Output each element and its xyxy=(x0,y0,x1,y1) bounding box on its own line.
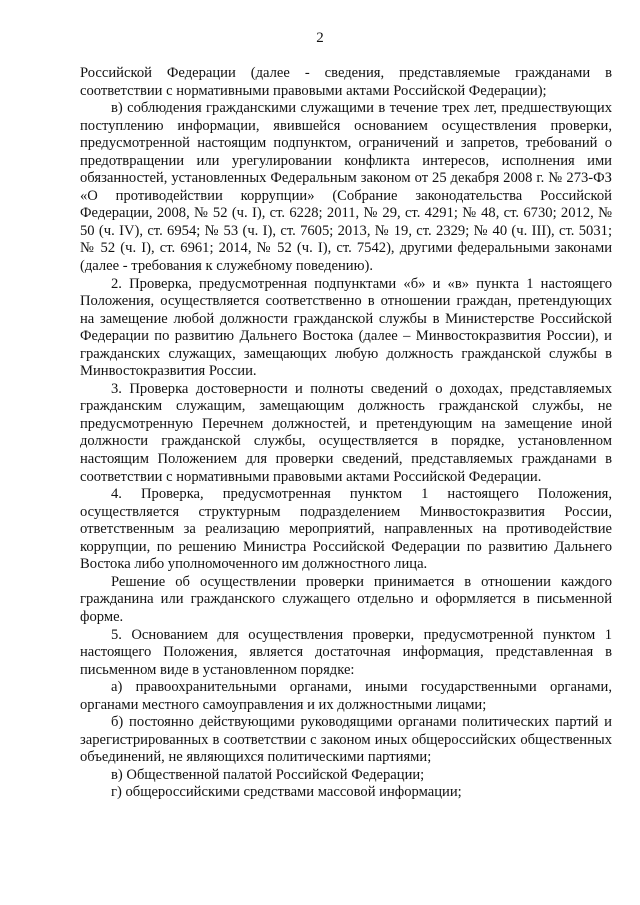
list-item-a: а) правоохранительными органами, иными государственными органами, органами местного самоуправления и их должностными лицами; xyxy=(80,679,612,713)
paragraph-item-v: в) соблюдения гражданскими служащими в течение трех лет, предшествующих поступлению информации, явившейся основанием осуществления проверки, предусмотренной настоящим подпунктом, ограничений и запретов, требований о предотвращении или урегулировании конфликта интересов, исполнения ими обязанностей, установленных Федеральным законом от 25 декабря 2008 г. № 273-ФЗ «О противодействии коррупции» (Собрание законодательства Российской Федерации, 2008, № 52 (ч. I), ст. 6228; 2011, № 29, ст. 4291; № 48, ст. 6730; 2012, № 50 (ч. IV), ст. 6954; № 53 (ч. I), ст. 7605; 2013, № 19, ст. 2329; № 40 (ч. III), ст. 5031; № 52 (ч. I), ст. 6961; 2014, № 52 (ч. I), ст. 7542), другими федеральными законами (далее - требования к служебному поведению). xyxy=(80,100,612,275)
paragraph-3: 3. Проверка достоверности и полноты сведений о доходах, представляемых гражданским служащим, замещающим должность гражданской службы, не предусмотренную Перечнем должностей, и претендующим на замещение иной должности гражданской службы, осуществляется в порядке, установленном настоящим Положением для проверки сведений, представляемых гражданами в соответствии с нормативными правовыми актами Российской Федерации. xyxy=(80,380,612,485)
list-item-g: г) общероссийскими средствами массовой информации; xyxy=(111,784,462,801)
paragraph-decision: Решение об осуществлении проверки принимается в отношении каждого гражданина или гражданского служащего отдельно и оформляется в письменной форме. xyxy=(80,573,612,625)
page-number: 2 xyxy=(316,30,324,46)
list-item-b: б) постоянно действующими руководящими органами политических партий и зарегистрированных в соответствии с законом иных общероссийских общественных объединений, не являющихся политическими партиями; xyxy=(80,714,612,766)
paragraph-5: 5. Основанием для осуществления проверки, предусмотренной пунктом 1 настоящего Положения, является достаточная информация, представленная в письменном виде в установленном порядке: xyxy=(80,626,612,678)
list-item-v: в) Общественной палатой Российской Федерации; xyxy=(111,766,425,783)
paragraph-2: 2. Проверка, предусмотренная подпунктами «б» и «в» пункта 1 настоящего Положения, осуществляется соответственно в отношении граждан, претендующих на замещение любой должности гражданской службы в Министерстве Российской Федерации по развитию Дальнего Востока (далее – Минвостокразвития России), и гражданских служащих, замещающих любую должность гражданской службы в Минвостокразвития России. xyxy=(80,275,612,380)
paragraph-continuation: Российской Федерации (далее - сведения, представляемые гражданами в соответствии с нормативными правовыми актами Российской Федерации); xyxy=(80,65,612,99)
paragraph-4: 4. Проверка, предусмотренная пунктом 1 настоящего Положения, осуществляется структурным подразделением Минвостокразвития России, ответственным за реализацию мероприятий, направленных на противодействие коррупции, по решению Министра Российской Федерации по развитию Дальнего Востока либо уполномоченного им должностного лица. xyxy=(80,486,612,573)
document-body xyxy=(80,65,612,802)
